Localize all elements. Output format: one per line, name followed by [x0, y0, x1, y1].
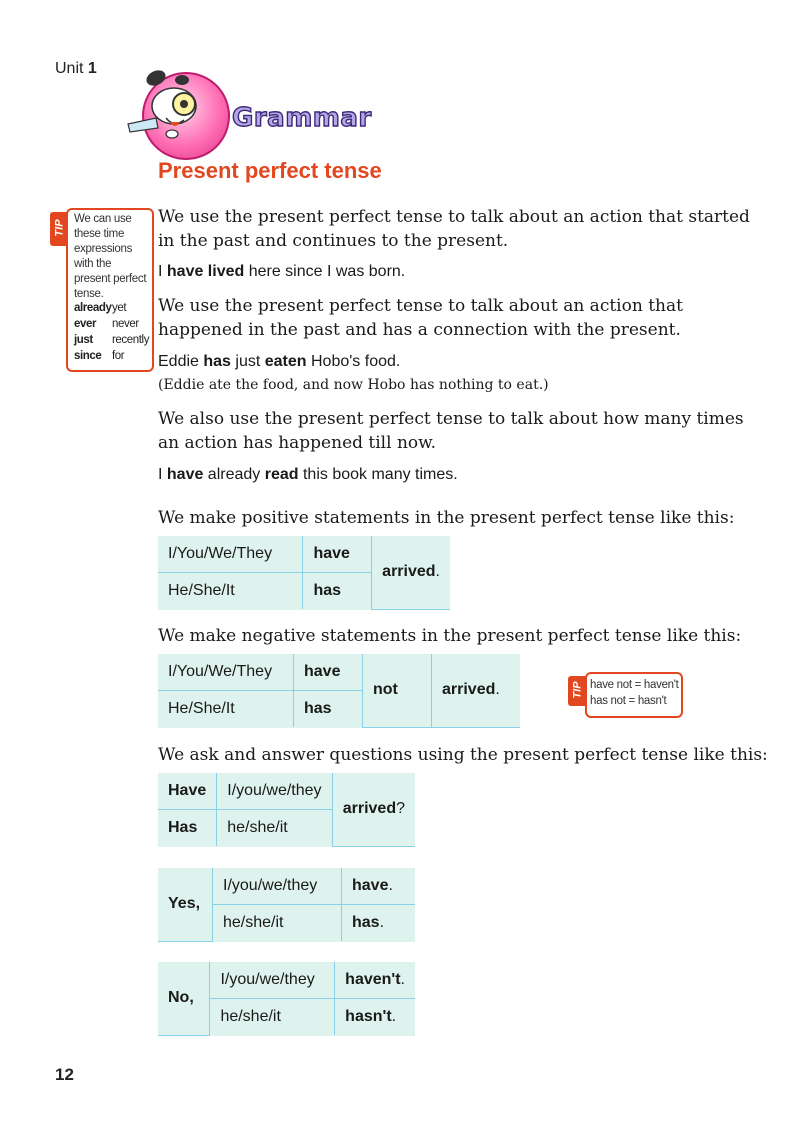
table-cell: have: [294, 654, 363, 691]
table-cell: I/you/we/they: [210, 962, 335, 999]
tip-tab: TIP: [568, 676, 588, 706]
positive-table: [158, 536, 450, 610]
tip-word-row: already yet: [74, 302, 127, 314]
table-cell: I/you/we/they: [217, 773, 332, 810]
unit-label: Unit 1: [55, 60, 97, 77]
table-cell: I/You/We/They: [158, 536, 303, 573]
table-cell: has.: [342, 905, 416, 942]
page-heading: Present perfect tense: [158, 158, 382, 183]
example-2: Eddie has just eaten Hobo's food.: [158, 353, 401, 370]
tip-word-row: ever never: [74, 318, 139, 330]
table-cell: No,: [158, 962, 210, 1035]
rule-paragraph-3: We also use the present perfect tense to talk about how many times an action has happened till now.: [158, 409, 744, 453]
example-3: I have already read this book many times.: [158, 466, 458, 483]
table-cell: arrived.: [432, 654, 521, 727]
table-cell: he/she/it: [210, 999, 335, 1036]
yes-answer-table: [158, 868, 415, 942]
section-title: Grammar: [232, 103, 372, 133]
tip-word-row: since for: [74, 350, 125, 362]
tip-intro: We can use these time expressions with the present perfect tense.: [74, 213, 147, 300]
table-cell: Yes,: [158, 868, 213, 941]
questions-intro: We ask and answer questions using the present perfect tense like this:: [158, 745, 768, 765]
tip-word-grid: [74, 300, 150, 364]
tip-word-row: just recently: [74, 334, 150, 346]
table-cell: he/she/it: [217, 810, 332, 847]
question-table: [158, 773, 415, 847]
table-cell: have.: [342, 868, 416, 905]
table-cell: haven't.: [335, 962, 415, 999]
tip-tab: TIP: [50, 212, 70, 246]
rule-paragraph-1: We use the present perfect tense to talk about an action that started in the past and continues to the present.: [158, 207, 750, 251]
page-number: 12: [55, 1065, 74, 1084]
table-cell: hasn't.: [335, 999, 415, 1036]
tip-contractions: have not = haven't has not = hasn't: [590, 679, 679, 707]
dog-mascot-icon: [122, 66, 232, 146]
table-cell: has: [294, 691, 363, 728]
table-cell: I/you/we/they: [213, 868, 342, 905]
negative-intro: We make negative statements in the present perfect tense like this:: [158, 626, 742, 646]
table-cell: arrived?: [332, 773, 415, 846]
no-answer-table: [158, 962, 415, 1036]
table-cell: not: [363, 654, 432, 727]
table-cell: arrived.: [372, 536, 450, 609]
table-cell: have: [303, 536, 372, 573]
table-cell: Have: [158, 773, 217, 810]
table-cell: He/She/It: [158, 691, 294, 728]
table-cell: I/You/We/They: [158, 654, 294, 691]
table-cell: has: [303, 573, 372, 610]
table-cell: He/She/It: [158, 573, 303, 610]
table-cell: Has: [158, 810, 217, 847]
negative-table: [158, 654, 520, 728]
table-cell: he/she/it: [213, 905, 342, 942]
example-2-note: (Eddie ate the food, and now Hobo has nothing to eat.): [158, 377, 549, 393]
rule-paragraph-2: We use the present perfect tense to talk about an action that happened in the past and has a connection with the present.: [158, 296, 683, 340]
example-1: I have lived here since I was born.: [158, 263, 406, 280]
positive-intro: We make positive statements in the present perfect tense like this:: [158, 508, 735, 528]
